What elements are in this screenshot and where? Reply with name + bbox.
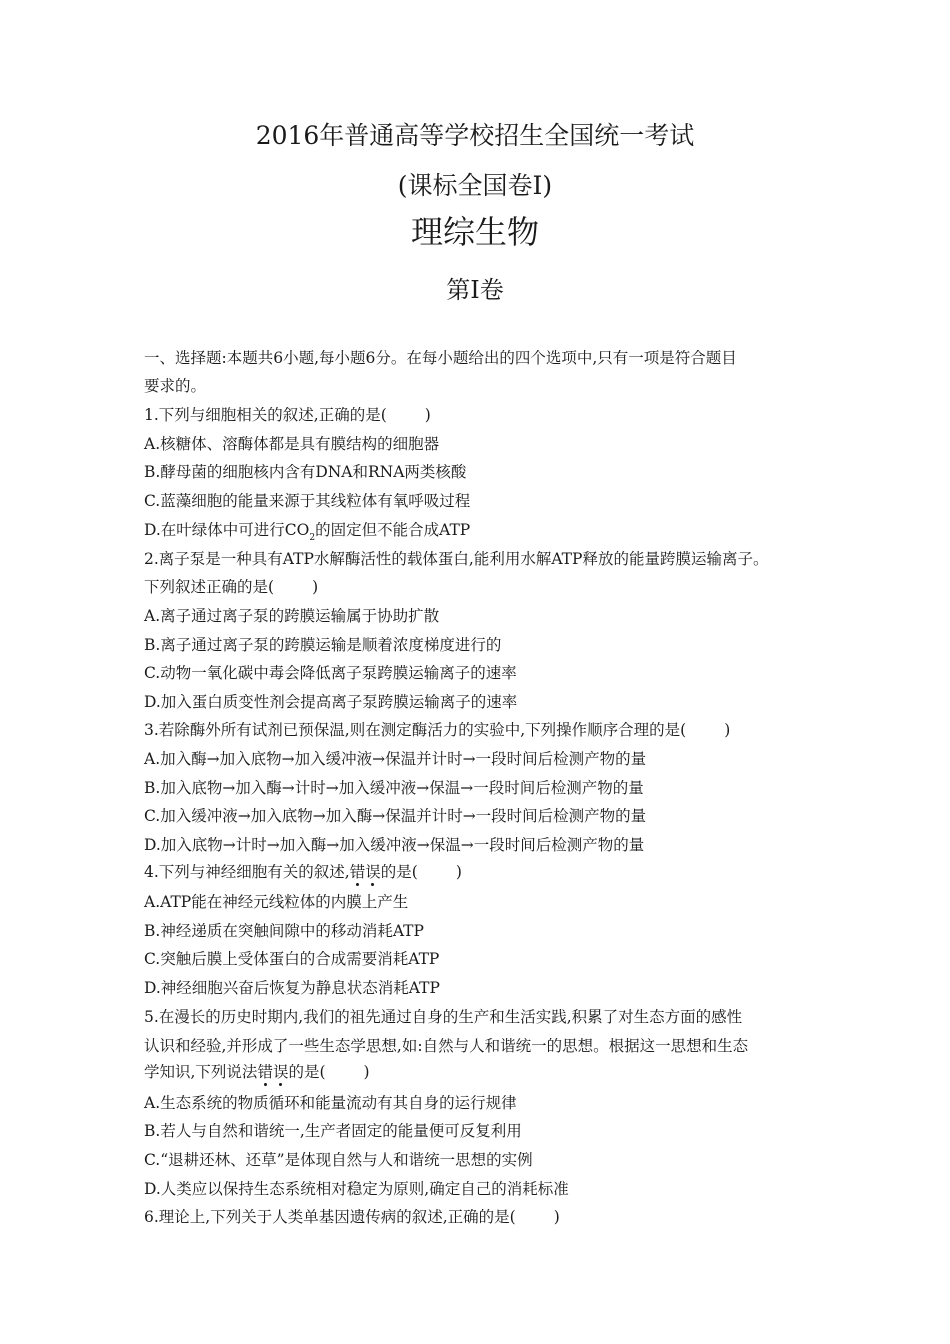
q2-option-b: B.离子通过离子泵的跨膜运输是顺着浓度梯度进行的	[144, 636, 502, 654]
question-5-stem-line-1: 5.在漫长的历史时期内,我们的祖先通过自身的生产和生活实践,积累了对生态方面的感性	[144, 1008, 743, 1026]
section-intro-line-1: 一、选择题:本题共6小题,每小题6分。在每小题给出的四个选项中,只有一项是符合题目	[144, 349, 737, 367]
q5-option-c: C.“退耕还林、还草”是体现自然与人和谐统一思想的实例	[144, 1151, 533, 1169]
q2-option-d: D.加入蛋白质变性剂会提高离子泵跨膜运输离子的速率	[144, 693, 518, 711]
emphasis-dot: 错	[257, 1063, 273, 1081]
q1-option-a: A.核糖体、溶酶体都是具有膜结构的细胞器	[144, 435, 440, 453]
section-intro-line-2: 要求的。	[144, 377, 207, 395]
q2-option-c: C.动物一氧化碳中毒会降低离子泵跨膜运输离子的速率	[144, 664, 517, 682]
question-2-stem-line-2: 下列叙述正确的是( )	[144, 578, 319, 596]
volume-title: 第Ⅰ卷	[446, 276, 504, 304]
question-1-stem: 1.下列与细胞相关的叙述,正确的是( )	[144, 406, 431, 424]
question-6-stem: 6.理论上,下列关于人类单基因遗传病的叙述,正确的是( )	[144, 1208, 560, 1226]
q3-option-a: A.加入酶→加入底物→加入缓冲液→保温并计时→一段时间后检测产物的量	[144, 750, 647, 768]
q4-option-b: B.神经递质在突触间隙中的移动消耗ATP	[144, 922, 424, 940]
question-5-stem-line-2: 认识和经验,并形成了一些生态学思想,如:自然与人和谐统一的思想。根据这一思想和生态	[144, 1037, 749, 1055]
emphasis-dot: 错	[349, 863, 366, 881]
q3-option-b: B.加入底物→加入酶→计时→加入缓冲液→保温→一段时间后检测产物的量	[144, 779, 644, 797]
q1-option-b: B.酵母菌的细胞核内含有DNA和RNA两类核酸	[144, 463, 467, 481]
question-3-stem: 3.若除酶外所有试剂已预保温,则在测定酶活力的实验中,下列操作顺序合理的是( )	[144, 721, 731, 739]
q1-option-c: C.蓝藻细胞的能量来源于其线粒体有氧呼吸过程	[144, 492, 471, 510]
q5-option-a: A.生态系统的物质循环和能量流动有其自身的运行规律	[144, 1094, 517, 1112]
q5-option-d: D.人类应以保持生态系统相对稳定为原则,确定自己的消耗标准	[144, 1180, 569, 1198]
q3-option-d: D.加入底物→计时→加入酶→加入缓冲液→保温→一段时间后检测产物的量	[144, 836, 645, 854]
emphasis-dot: 误	[365, 863, 381, 881]
exam-title: 2016年普通高等学校招生全国统一考试	[255, 121, 695, 150]
paper-name: (课标全国卷Ⅰ)	[397, 171, 553, 200]
subject-title: 理综生物	[410, 213, 539, 251]
q3-option-c: C.加入缓冲液→加入底物→加入酶→保温并计时→一段时间后检测产物的量	[144, 807, 647, 825]
q4-option-a: A.ATP能在神经元线粒体的内膜上产生	[144, 893, 409, 911]
q1-option-d: D.在叶绿体中可进行$CO_2$的固定但不能合成ATP	[144, 521, 471, 543]
question-2-stem-line-1: 2.离子泵是一种具有ATP水解酶活性的载体蛋白,能利用水解ATP释放的能量跨膜运输离子。	[144, 550, 769, 568]
emphasis-dot: 误	[272, 1063, 289, 1081]
q5-option-b: B.若人与自然和谐统一,生产者固定的能量便可反复利用	[144, 1122, 522, 1140]
q4-option-c: C.突触后膜上受体蛋白的合成需要消耗ATP	[144, 950, 440, 968]
question-4-stem: 4.下列与神经细胞有关的叙述,错误的是( )	[144, 863, 462, 881]
q4-option-d: D.神经细胞兴奋后恢复为静息状态消耗ATP	[144, 979, 440, 997]
q2-option-a: A.离子通过离子泵的跨膜运输属于协助扩散	[144, 607, 440, 625]
question-5-stem-line-3: 学知识,下列说法错误的是( )	[144, 1063, 370, 1081]
